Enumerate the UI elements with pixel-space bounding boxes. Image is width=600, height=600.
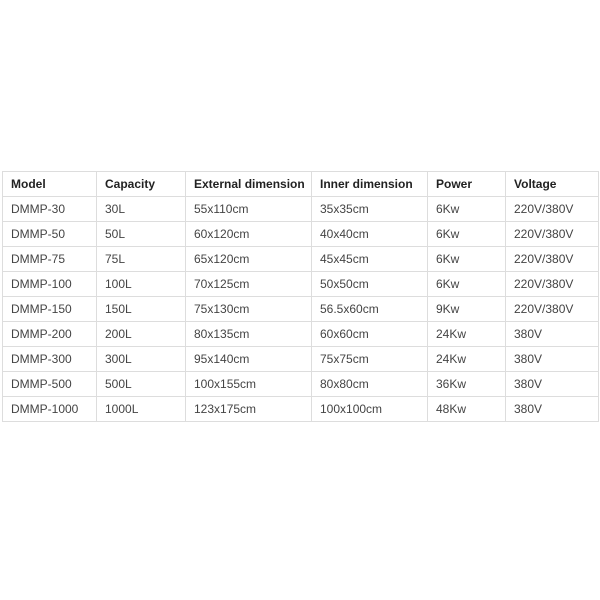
cell-inner-dimension: 100x100cm (312, 397, 428, 422)
cell-external-dimension: 65x120cm (186, 247, 312, 272)
cell-power: 6Kw (428, 197, 506, 222)
cell-power: 48Kw (428, 397, 506, 422)
table-row (3, 322, 599, 347)
cell-model: DMMP-150 (3, 297, 97, 322)
cell-inner-dimension: 75x75cm (312, 347, 428, 372)
cell-capacity: 75L (97, 247, 186, 272)
cell-capacity: 30L (97, 197, 186, 222)
cell-inner-dimension: 40x40cm (312, 222, 428, 247)
cell-external-dimension: 55x110cm (186, 197, 312, 222)
cell-external-dimension: 60x120cm (186, 222, 312, 247)
cell-external-dimension: 100x155cm (186, 372, 312, 397)
header-external-dimension: External dimension (186, 172, 312, 197)
cell-voltage: 380V (506, 347, 599, 372)
header-power: Power (428, 172, 506, 197)
cell-model: DMMP-300 (3, 347, 97, 372)
cell-inner-dimension: 50x50cm (312, 272, 428, 297)
header-inner-dimension: Inner dimension (312, 172, 428, 197)
cell-voltage: 380V (506, 397, 599, 422)
table-row (3, 247, 599, 272)
table-row (3, 197, 599, 222)
cell-external-dimension: 95x140cm (186, 347, 312, 372)
cell-voltage: 220V/380V (506, 297, 599, 322)
cell-external-dimension: 70x125cm (186, 272, 312, 297)
cell-power: 24Kw (428, 347, 506, 372)
cell-capacity: 300L (97, 347, 186, 372)
cell-power: 6Kw (428, 247, 506, 272)
cell-capacity: 50L (97, 222, 186, 247)
cell-power: 36Kw (428, 372, 506, 397)
cell-power: 24Kw (428, 322, 506, 347)
cell-model: DMMP-30 (3, 197, 97, 222)
cell-voltage: 220V/380V (506, 272, 599, 297)
cell-model: DMMP-100 (3, 272, 97, 297)
cell-inner-dimension: 80x80cm (312, 372, 428, 397)
cell-model: DMMP-500 (3, 372, 97, 397)
table-row (3, 372, 599, 397)
cell-voltage: 220V/380V (506, 197, 599, 222)
cell-model: DMMP-50 (3, 222, 97, 247)
cell-inner-dimension: 45x45cm (312, 247, 428, 272)
cell-model: DMMP-200 (3, 322, 97, 347)
cell-external-dimension: 75x130cm (186, 297, 312, 322)
cell-inner-dimension: 60x60cm (312, 322, 428, 347)
cell-voltage: 380V (506, 322, 599, 347)
cell-power: 6Kw (428, 222, 506, 247)
cell-power: 6Kw (428, 272, 506, 297)
cell-inner-dimension: 35x35cm (312, 197, 428, 222)
cell-power: 9Kw (428, 297, 506, 322)
header-model: Model (3, 172, 97, 197)
cell-capacity: 1000L (97, 397, 186, 422)
table-row (3, 347, 599, 372)
cell-capacity: 150L (97, 297, 186, 322)
header-row (3, 172, 599, 197)
cell-voltage: 220V/380V (506, 247, 599, 272)
cell-voltage: 220V/380V (506, 222, 599, 247)
cell-external-dimension: 80x135cm (186, 322, 312, 347)
header-voltage: Voltage (506, 172, 599, 197)
spec-table (2, 171, 599, 422)
table-row (3, 272, 599, 297)
cell-capacity: 200L (97, 322, 186, 347)
table-row (3, 222, 599, 247)
table-row (3, 297, 599, 322)
header-capacity: Capacity (97, 172, 186, 197)
cell-external-dimension: 123x175cm (186, 397, 312, 422)
cell-model: DMMP-1000 (3, 397, 97, 422)
cell-capacity: 100L (97, 272, 186, 297)
cell-inner-dimension: 56.5x60cm (312, 297, 428, 322)
cell-voltage: 380V (506, 372, 599, 397)
table-row (3, 397, 599, 422)
cell-model: DMMP-75 (3, 247, 97, 272)
cell-capacity: 500L (97, 372, 186, 397)
